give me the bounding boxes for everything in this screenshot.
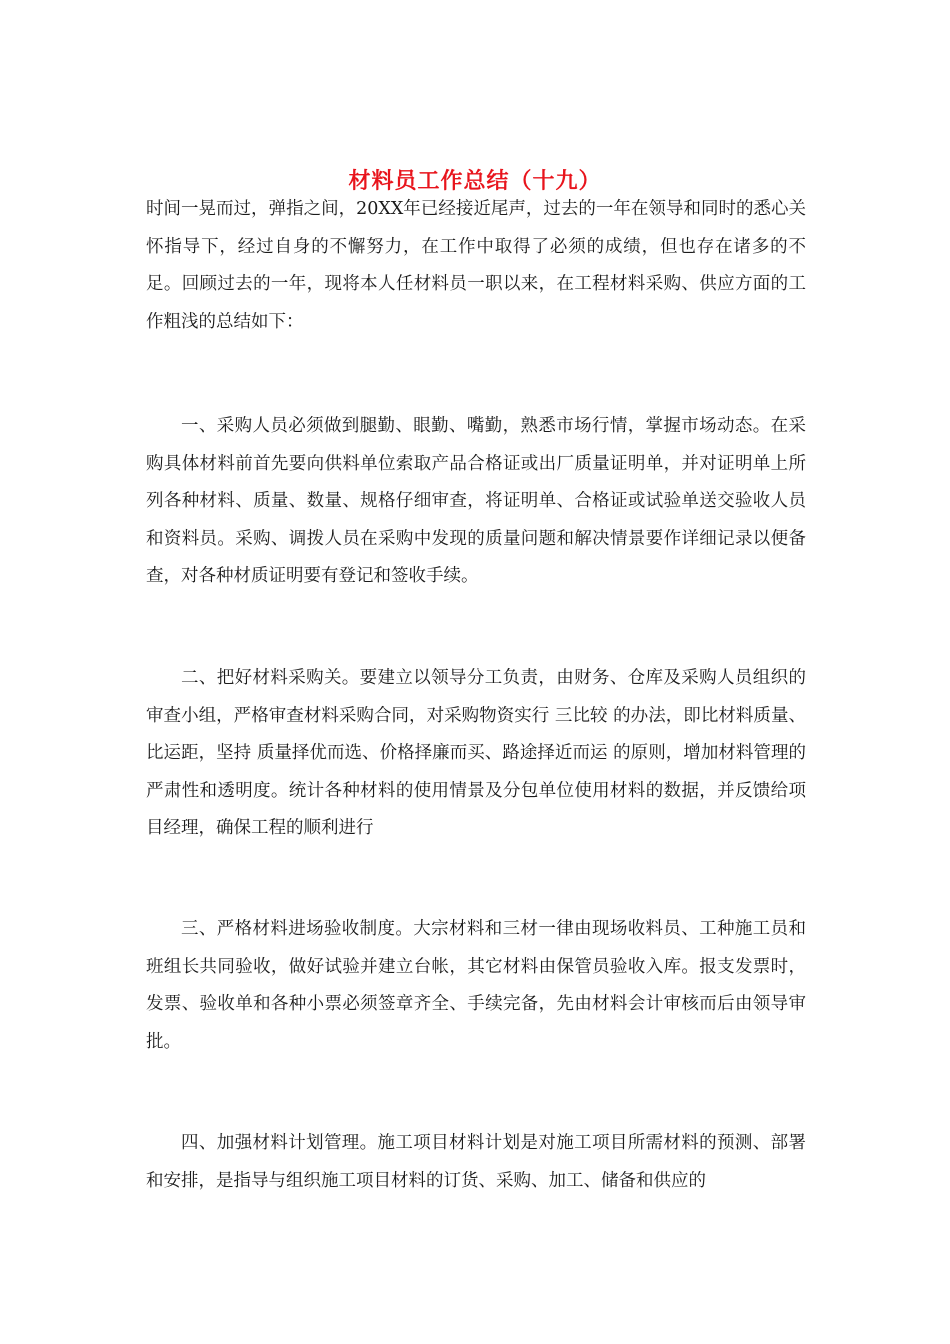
- paragraph-section-four: 四、加强材料计划管理。施工项目材料计划是对施工项目所需材料的预测、部署和安排，是指导与组织施工项目材料的订货、采购、加工、储备和供应的: [146, 1133, 806, 1191]
- paragraph-section-two: 二、把好材料采购关。要建立以领导分工负责，由财务、仓库及采购人员组织的审查小组，严格审查材料采购合同，对采购物资实行 三比较 的办法，即比材料质量、比运距，坚持 质量择优而选、价格择廉而买、路途择近而运 的原则，增加材料管理的严肃性和透明度。统计各种材料的使用情景及分包单位使用材料的数据，并反馈给项目经理，确保工程的顺利进行: [146, 668, 806, 838]
- document-title: 材料员工作总结（十九）: [348, 167, 602, 194]
- paragraph-intro: 时间一晃而过，弹指之间，20XX年已经接近尾声，过去的一年在领导和同时的悉心关怀指导下，经过自身的不懈努力，在工作中取得了必须的成绩，但也存在诸多的不足。回顾过去的一年，现将本人任材料员一职以来，在工程材料采购、供应方面的工作粗浅的总结如下：: [146, 199, 806, 332]
- paragraph-section-three: 三、严格材料进场验收制度。大宗材料和三材一律由现场收料员、工种施工员和班组长共同验收，做好试验并建立台帐，其它材料由保管员验收入库。报支发票时，发票、验收单和各种小票必须签章齐全、手续完备，先由材料会计审核而后由领导审批。: [146, 919, 806, 1052]
- paragraph-section-one: 一、采购人员必须做到腿勤、眼勤、嘴勤，熟悉市场行情，掌握市场动态。在采购具体材料前首先要向供料单位索取产品合格证或出厂质量证明单，并对证明单上所列各种材料、质量、数量、规格仔细审查，将证明单、合格证或试验单送交验收人员和资料员。采购、调拨人员在采购中发现的质量问题和解决情景要作详细记录以便备查，对各种材质证明要有登记和签收手续。: [146, 416, 806, 586]
